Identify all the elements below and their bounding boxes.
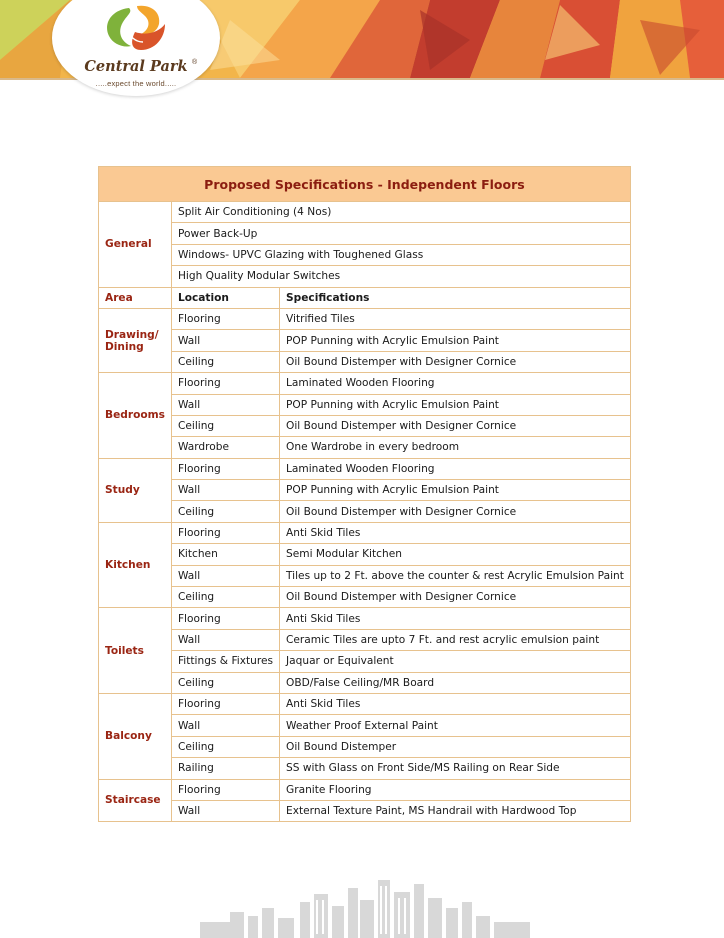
table-row [99, 522, 631, 543]
specification-cell: POP Punning with Acrylic Emulsion Paint [280, 480, 631, 501]
location-cell: Flooring [171, 458, 279, 479]
table-row [99, 672, 631, 693]
location-cell: Ceiling [171, 501, 279, 522]
area-label: Balcony [99, 693, 172, 779]
specification-cell: Ceramic Tiles are upto 7 Ft. and rest acrylic emulsion paint [280, 629, 631, 650]
brand-name: Central Park [84, 58, 188, 75]
location-cell: Wall [171, 800, 279, 821]
location-cell: Ceiling [171, 351, 279, 372]
specification-cell: Oil Bound Distemper with Designer Cornice [280, 501, 631, 522]
specification-cell: Semi Modular Kitchen [280, 544, 631, 565]
area-label: Staircase [99, 779, 172, 822]
table-row [99, 629, 631, 650]
table-row [99, 587, 631, 608]
location-cell: Flooring [171, 373, 279, 394]
specification-cell: POP Punning with Acrylic Emulsion Paint [280, 394, 631, 415]
location-cell: Railing [171, 758, 279, 779]
specification-cell: Weather Proof External Paint [280, 715, 631, 736]
specifications-table [98, 166, 631, 822]
specification-cell: Oil Bound Distemper with Designer Cornice [280, 587, 631, 608]
header-location: Location [171, 287, 279, 308]
general-item: High Quality Modular Switches [171, 266, 630, 287]
general-row [99, 266, 631, 287]
header-area: Area [99, 287, 172, 308]
brand-logo [52, 0, 220, 96]
table-row [99, 437, 631, 458]
table-row [99, 651, 631, 672]
table-row [99, 544, 631, 565]
location-cell: Fittings & Fixtures [171, 651, 279, 672]
table-row [99, 800, 631, 821]
brand-tagline: .....expect the world..... [95, 79, 177, 88]
table-row [99, 565, 631, 586]
specification-cell: Oil Bound Distemper [280, 736, 631, 757]
location-cell: Flooring [171, 608, 279, 629]
location-cell: Ceiling [171, 587, 279, 608]
table-row [99, 480, 631, 501]
table-row [99, 330, 631, 351]
location-cell: Ceiling [171, 672, 279, 693]
table-title: Proposed Specifications - Independent Floors [99, 167, 631, 202]
location-cell: Flooring [171, 522, 279, 543]
table-row [99, 736, 631, 757]
table-row [99, 501, 631, 522]
city-skyline-icon [200, 872, 530, 938]
specification-cell: POP Punning with Acrylic Emulsion Paint [280, 330, 631, 351]
specification-cell: One Wardrobe in every bedroom [280, 437, 631, 458]
specification-cell: Vitrified Tiles [280, 308, 631, 329]
specifications-table-body [99, 167, 631, 822]
specification-cell: Anti Skid Tiles [280, 608, 631, 629]
table-row [99, 779, 631, 800]
location-cell: Flooring [171, 779, 279, 800]
area-label: Study [99, 458, 172, 522]
table-row [99, 394, 631, 415]
table-row [99, 608, 631, 629]
table-row [99, 351, 631, 372]
area-label-general: General [99, 202, 172, 288]
location-cell: Wall [171, 629, 279, 650]
area-label: Bedrooms [99, 373, 172, 459]
specification-cell: Laminated Wooden Flooring [280, 458, 631, 479]
location-cell: Ceiling [171, 736, 279, 757]
specification-cell: Oil Bound Distemper with Designer Cornice [280, 351, 631, 372]
specification-cell: OBD/False Ceiling/MR Board [280, 672, 631, 693]
specification-cell: Tiles up to 2 Ft. above the counter & rest Acrylic Emulsion Paint [280, 565, 631, 586]
area-label: Kitchen [99, 522, 172, 608]
specification-cell: External Texture Paint, MS Handrail with Hardwood Top [280, 800, 631, 821]
table-title-row [99, 167, 631, 202]
table-row [99, 308, 631, 329]
general-row [99, 244, 631, 265]
location-cell: Kitchen [171, 544, 279, 565]
specification-cell: Jaquar or Equivalent [280, 651, 631, 672]
specification-cell: Granite Flooring [280, 779, 631, 800]
leaf-swirl-logo-icon [99, 2, 173, 56]
location-cell: Flooring [171, 693, 279, 714]
specification-cell: Laminated Wooden Flooring [280, 373, 631, 394]
location-cell: Wall [171, 394, 279, 415]
specification-cell: Oil Bound Distemper with Designer Cornice [280, 415, 631, 436]
table-row [99, 693, 631, 714]
specification-cell: Anti Skid Tiles [280, 693, 631, 714]
header-specifications: Specifications [280, 287, 631, 308]
table-row [99, 415, 631, 436]
general-row [99, 223, 631, 244]
specification-cell: Anti Skid Tiles [280, 522, 631, 543]
general-item: Split Air Conditioning (4 Nos) [171, 202, 630, 223]
location-cell: Flooring [171, 308, 279, 329]
location-cell: Wall [171, 715, 279, 736]
location-cell: Ceiling [171, 415, 279, 436]
tagline-text: expect the world [107, 79, 165, 88]
location-cell: Wardrobe [171, 437, 279, 458]
registered-mark: ® [192, 59, 198, 66]
table-row [99, 715, 631, 736]
area-label: Drawing/ Dining [99, 308, 172, 372]
location-cell: Wall [171, 330, 279, 351]
area-label: Toilets [99, 608, 172, 694]
table-row [99, 373, 631, 394]
table-row [99, 758, 631, 779]
location-cell: Wall [171, 565, 279, 586]
table-row [99, 458, 631, 479]
column-header-row [99, 287, 631, 308]
specification-cell: SS with Glass on Front Side/MS Railing on Rear Side [280, 758, 631, 779]
location-cell: Wall [171, 480, 279, 501]
general-row [99, 202, 631, 223]
general-item: Windows- UPVC Glazing with Toughened Glass [171, 244, 630, 265]
general-item: Power Back-Up [171, 223, 630, 244]
